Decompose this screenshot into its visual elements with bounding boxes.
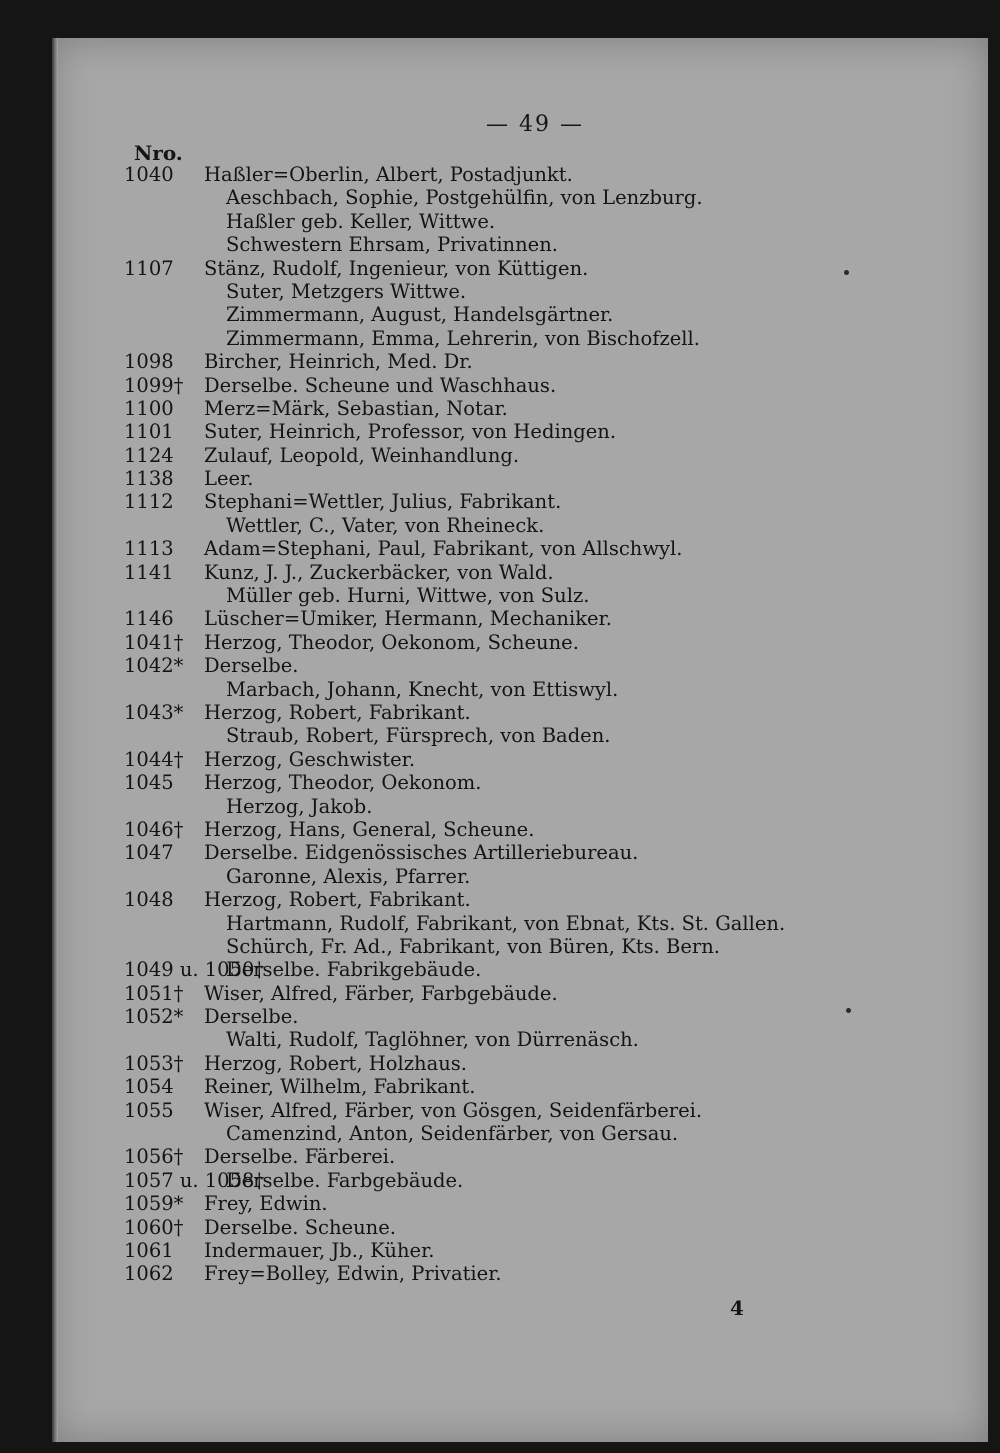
- list-item: [52, 1262, 988, 1285]
- list-item: [52, 374, 988, 397]
- entry-number: 1054: [124, 1075, 174, 1099]
- entry-number: 1141: [124, 560, 174, 584]
- entry-number: 1048: [124, 888, 174, 912]
- list-item: [52, 280, 988, 303]
- list-item: [52, 724, 988, 747]
- entry-number: 1047: [124, 841, 174, 865]
- entry-text: Frey=Bolley, Edwin, Privatier.: [204, 1262, 502, 1286]
- list-item: [52, 795, 988, 818]
- entry-number: 1060†: [124, 1215, 184, 1239]
- entry-number: 1099†: [124, 373, 184, 397]
- entry-text: Herzog, Robert, Fabrikant.: [204, 700, 471, 724]
- entry-text: Bircher, Heinrich, Med. Dr.: [204, 350, 473, 374]
- entry-number: 1055: [124, 1098, 174, 1122]
- entry-number: 1107: [124, 256, 174, 280]
- entry-text: Derselbe. Eidgenössisches Artilleriebureau.: [204, 841, 639, 865]
- entry-number: 1101: [124, 420, 174, 444]
- page-number: — 49 —: [486, 112, 584, 137]
- entry-text: Herzog, Jakob.: [226, 794, 373, 818]
- entry-number: 1146: [124, 607, 174, 631]
- list-item: [52, 303, 988, 326]
- list-item: [52, 537, 988, 560]
- entry-text: Derselbe. Fabrikgebäude.: [226, 958, 482, 982]
- entry-number: 1040: [124, 163, 174, 186]
- entry-number: 1098: [124, 350, 174, 374]
- entry-text: Aeschbach, Sophie, Postgehülfin, von Lenzburg.: [226, 186, 703, 210]
- entry-number: 1124: [124, 443, 174, 467]
- entry-text: Reiner, Wilhelm, Fabrikant.: [204, 1075, 476, 1099]
- list-item: [52, 1216, 988, 1239]
- entry-text: Derselbe. Farbgebäude.: [226, 1168, 464, 1192]
- entry-text: Stephani=Wettler, Julius, Fabrikant.: [204, 490, 562, 514]
- entry-text: Lüscher=Umiker, Hermann, Mechaniker.: [204, 607, 612, 631]
- list-item: [52, 888, 988, 911]
- list-item: [52, 561, 988, 584]
- entry-text: Herzog, Robert, Holzhaus.: [204, 1051, 467, 1075]
- entry-number: 1100: [124, 396, 174, 420]
- entry-text: Wiser, Alfred, Färber, von Gösgen, Seidenfärberei.: [204, 1098, 703, 1122]
- list-item: [52, 841, 988, 864]
- column-header-nr: Nro.: [134, 141, 183, 165]
- entry-text: Suter, Metzgers Wittwe.: [226, 279, 467, 303]
- list-item: [52, 935, 988, 958]
- entry-text: Zimmermann, August, Handelsgärtner.: [226, 303, 614, 327]
- list-item: [52, 631, 988, 654]
- list-item: [52, 912, 988, 935]
- list-item: [52, 233, 988, 256]
- list-item: [52, 467, 988, 490]
- list-item: [52, 163, 988, 186]
- entry-text: Merz=Märk, Sebastian, Notar.: [204, 396, 508, 420]
- entry-number: 1056†: [124, 1145, 184, 1169]
- list-item: [52, 701, 988, 724]
- list-item: [52, 1192, 988, 1215]
- list-item: [52, 490, 988, 513]
- entry-text: Straub, Robert, Fürsprech, von Baden.: [226, 724, 611, 748]
- entry-number: 1042*: [124, 654, 184, 678]
- entry-text: Frey, Edwin.: [204, 1192, 328, 1216]
- list-item: [52, 257, 988, 280]
- list-item: [52, 818, 988, 841]
- entry-number: 1049 u. 1050†: [124, 958, 265, 982]
- entry-text: Leer.: [204, 467, 254, 491]
- entry-text: Marbach, Johann, Knecht, von Ettiswyl.: [226, 677, 619, 701]
- list-item: [52, 397, 988, 420]
- list-item: [52, 350, 988, 373]
- entry-text: Kunz, J. J., Zuckerbäcker, von Wald.: [204, 560, 554, 584]
- entry-text: Camenzind, Anton, Seidenfärber, von Gersau.: [226, 1122, 679, 1146]
- entry-text: Derselbe.: [204, 654, 299, 678]
- list-item: [52, 514, 988, 537]
- list-item: [52, 748, 988, 771]
- entry-number: 1044†: [124, 747, 184, 771]
- list-item: [52, 210, 988, 233]
- entry-number: 1053†: [124, 1051, 184, 1075]
- list-item: [52, 958, 988, 981]
- list-item: [52, 1239, 988, 1262]
- list-item: [52, 865, 988, 888]
- entry-number: 1052*: [124, 1005, 184, 1029]
- list-item: [52, 607, 988, 630]
- entry-text: Schürch, Fr. Ad., Fabrikant, von Büren, Kts. Bern.: [226, 934, 720, 958]
- entry-number: 1041†: [124, 630, 184, 654]
- entry-number: 1138: [124, 467, 174, 491]
- list-item: [52, 1028, 988, 1051]
- list-item: [52, 1075, 988, 1098]
- entry-text: Derselbe. Färberei.: [204, 1145, 396, 1169]
- entry-text: Haßler geb. Keller, Wittwe.: [226, 209, 496, 233]
- entry-text: Derselbe. Scheune und Waschhaus.: [204, 373, 557, 397]
- list-item: [52, 186, 988, 209]
- list-item: [52, 444, 988, 467]
- entry-number: 1043*: [124, 700, 184, 724]
- list-item: [52, 1169, 988, 1192]
- entry-number: 1046†: [124, 817, 184, 841]
- list-item: [52, 771, 988, 794]
- paper-speck: [844, 270, 849, 275]
- entry-text: Herzog, Robert, Fabrikant.: [204, 888, 471, 912]
- entry-text: Suter, Heinrich, Professor, von Hedingen.: [204, 420, 617, 444]
- entry-text: Herzog, Theodor, Oekonom.: [204, 771, 482, 795]
- entry-number: 1062: [124, 1262, 174, 1286]
- entry-text: Haßler=Oberlin, Albert, Postadjunkt.: [204, 163, 573, 186]
- entry-text: Schwestern Ehrsam, Privatinnen.: [226, 233, 558, 257]
- entry-text: Garonne, Alexis, Pfarrer.: [226, 864, 471, 888]
- list-item: [52, 584, 988, 607]
- entry-text: Herzog, Theodor, Oekonom, Scheune.: [204, 630, 579, 654]
- entry-text: Adam=Stephani, Paul, Fabrikant, von Allschwyl.: [204, 537, 683, 561]
- list-item: [52, 678, 988, 701]
- entry-number: 1057 u. 1058†: [124, 1168, 265, 1192]
- entry-text: Zimmermann, Emma, Lehrerin, von Bischofzell.: [226, 326, 700, 350]
- entry-number: 1112: [124, 490, 174, 514]
- list-item: [52, 982, 988, 1005]
- entry-number: 1059*: [124, 1192, 184, 1216]
- list-item: [52, 1052, 988, 1075]
- entry-text: Wettler, C., Vater, von Rheineck.: [226, 513, 545, 537]
- entry-number: 1045: [124, 771, 174, 795]
- entry-text: Zulauf, Leopold, Weinhandlung.: [204, 443, 520, 467]
- entry-text: Indermauer, Jb., Küher.: [204, 1238, 435, 1262]
- signature-mark: 4: [730, 1296, 744, 1320]
- list-item: [52, 327, 988, 350]
- list-item: [52, 420, 988, 443]
- list-item: [52, 1099, 988, 1122]
- entry-number: 1051†: [124, 981, 184, 1005]
- entry-text: Wiser, Alfred, Färber, Farbgebäude.: [204, 981, 558, 1005]
- paper-speck: [846, 1008, 851, 1013]
- address-list: [52, 163, 988, 1286]
- list-item: [52, 1145, 988, 1168]
- entry-number: 1061: [124, 1238, 174, 1262]
- entry-number: 1113: [124, 537, 174, 561]
- entry-text: Müller geb. Hurni, Wittwe, von Sulz.: [226, 584, 590, 608]
- entry-text: Walti, Rudolf, Taglöhner, von Dürrenäsch.: [226, 1028, 639, 1052]
- entry-text: Derselbe.: [204, 1005, 299, 1029]
- entry-text: Derselbe. Scheune.: [204, 1215, 396, 1239]
- list-item: [52, 1122, 988, 1145]
- entry-text: Herzog, Geschwister.: [204, 747, 416, 771]
- list-item: [52, 654, 988, 677]
- entry-text: Hartmann, Rudolf, Fabrikant, von Ebnat, Kts. St. Gallen.: [226, 911, 786, 935]
- entry-text: Stänz, Rudolf, Ingenieur, von Küttigen.: [204, 256, 589, 280]
- entry-text: Herzog, Hans, General, Scheune.: [204, 817, 535, 841]
- document-page: [52, 38, 988, 1442]
